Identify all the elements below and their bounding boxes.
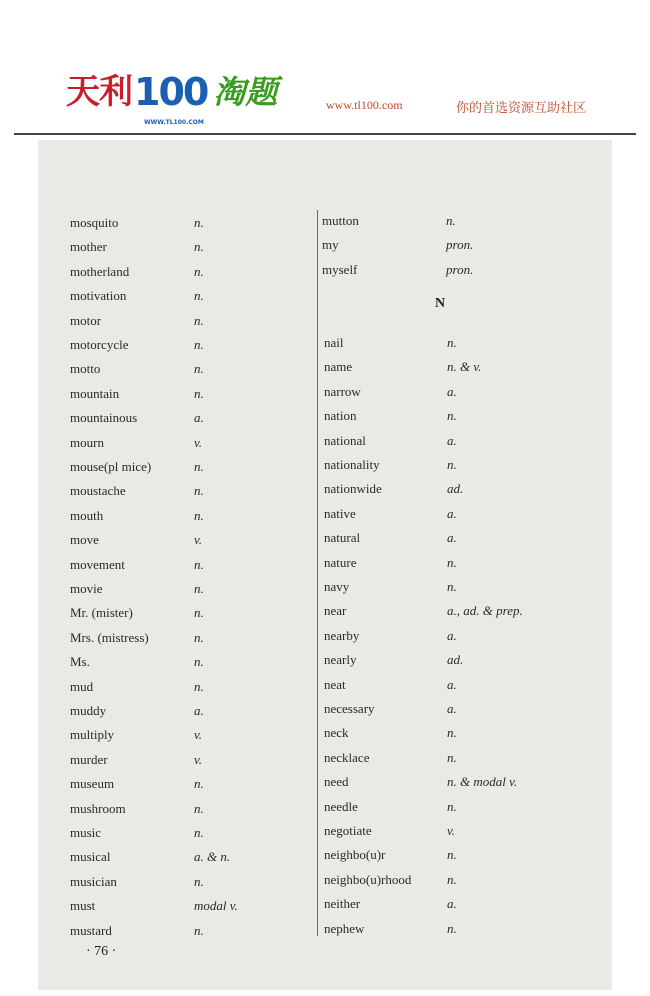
entry-part-of-speech: a.	[447, 383, 457, 399]
word-entry	[324, 844, 604, 866]
entry-word: mutton	[322, 213, 359, 228]
entry-word: Mr. (mister)	[70, 605, 133, 621]
entry-part-of-speech: n. & v.	[447, 359, 482, 375]
word-entry	[70, 358, 353, 380]
entry-word: musical	[70, 849, 111, 865]
entry-part-of-speech: n.	[447, 871, 457, 887]
entry-part-of-speech: n.	[194, 507, 204, 523]
entry-part-of-speech: n.	[447, 920, 457, 936]
entry-word: neighbo(u)rhood	[324, 871, 412, 887]
word-entry	[70, 627, 350, 649]
word-entry	[324, 600, 604, 622]
page-number: · 76 ·	[86, 944, 117, 959]
entry-word: needle	[324, 798, 358, 814]
word-entry	[70, 334, 350, 356]
entry-part-of-speech: n.	[447, 725, 457, 741]
word-entry	[324, 893, 604, 915]
word-entry	[70, 383, 350, 405]
entry-part-of-speech: v.	[194, 532, 203, 548]
word-entry	[324, 552, 604, 574]
entry-word: necklace	[324, 749, 370, 765]
entry-part-of-speech: ad.	[447, 481, 464, 497]
entry-part-of-speech: n.	[447, 457, 457, 472]
entry-part-of-speech: v.	[194, 434, 203, 450]
word-entry	[324, 747, 604, 769]
entry-part-of-speech: n.	[446, 213, 456, 228]
logo-number-text: 100	[134, 70, 208, 114]
entry-part-of-speech: a. & n.	[194, 849, 231, 865]
word-entry	[324, 454, 604, 476]
entry-word: museum	[70, 776, 115, 792]
word-entry	[70, 261, 350, 283]
entry-word: neighbo(u)r	[324, 847, 386, 863]
entry-word: musician	[70, 873, 117, 889]
entry-word: nail	[324, 335, 344, 350]
entry-part-of-speech: n.	[194, 361, 204, 377]
entry-word: mushroom	[70, 800, 126, 816]
entry-word: mosquito	[70, 215, 119, 230]
entry-part-of-speech: n.	[447, 408, 457, 424]
entry-part-of-speech: pron.	[446, 237, 474, 253]
site-url-link[interactable]: www.tl100.com	[326, 98, 403, 112]
entry-word: motto	[70, 361, 101, 377]
entry-part-of-speech: pron.	[446, 261, 474, 277]
word-entry	[324, 503, 604, 525]
word-entry	[70, 773, 350, 795]
entry-word: nation	[324, 408, 357, 424]
entry-part-of-speech: n.	[194, 215, 204, 230]
word-entry	[70, 895, 350, 917]
entry-word: mustard	[70, 922, 112, 938]
entry-word: mother	[70, 239, 107, 255]
word-entry	[324, 698, 604, 720]
entry-part-of-speech: n.	[447, 579, 457, 594]
entry-word: motherland	[70, 263, 130, 279]
entry-part-of-speech: n.	[194, 288, 204, 304]
word-entry	[70, 846, 350, 868]
entry-part-of-speech: n.	[194, 800, 204, 816]
site-slogan: 你的首选资源互助社区	[456, 101, 587, 116]
entry-part-of-speech: a.	[447, 432, 457, 448]
entry-part-of-speech: v.	[447, 823, 456, 838]
entry-part-of-speech: a., ad. & prep.	[447, 603, 523, 619]
word-entry	[70, 651, 350, 673]
entry-part-of-speech: a.	[447, 701, 457, 716]
entry-word: murder	[70, 751, 108, 767]
entry-part-of-speech: n.	[194, 629, 204, 645]
entry-part-of-speech: n.	[194, 459, 204, 474]
word-entry	[324, 771, 604, 793]
site-logo[interactable]	[66, 66, 278, 126]
word-entry	[324, 869, 604, 891]
entry-word: narrow	[324, 383, 361, 399]
entry-part-of-speech: n.	[194, 312, 204, 328]
word-entry	[70, 602, 350, 624]
entry-word: nearby	[324, 627, 360, 643]
entry-word: mouse(pl mice)	[70, 459, 152, 474]
entry-part-of-speech: n.	[194, 605, 204, 621]
entry-word: motor	[70, 312, 102, 328]
entry-part-of-speech: n.	[194, 263, 204, 279]
entry-part-of-speech: n.	[447, 798, 457, 814]
entry-part-of-speech: n.	[194, 556, 204, 572]
entry-part-of-speech: n.	[194, 825, 204, 840]
word-entry	[324, 796, 604, 818]
entry-word: mountain	[70, 385, 120, 401]
entry-part-of-speech: a.	[447, 896, 457, 912]
entry-word: myself	[322, 261, 358, 277]
header-divider	[14, 133, 636, 135]
entry-word: movie	[70, 581, 103, 596]
entry-part-of-speech: modal v.	[194, 898, 238, 914]
logo-tao-text: 淘题	[213, 73, 278, 111]
entry-part-of-speech: v.	[194, 751, 203, 767]
entry-word: muddy	[70, 703, 107, 718]
logo-number	[134, 70, 208, 126]
entry-word: nationality	[324, 457, 380, 472]
entry-word: neck	[324, 725, 349, 741]
word-entry	[324, 356, 604, 378]
word-entry	[70, 529, 350, 551]
entry-word: move	[70, 532, 99, 548]
word-entry	[70, 920, 350, 942]
entry-word: nearly	[324, 652, 357, 668]
word-entry	[70, 285, 350, 307]
entry-part-of-speech: a.	[194, 410, 204, 426]
word-entry	[324, 381, 604, 403]
entry-part-of-speech: n.	[447, 335, 457, 350]
word-entry	[70, 505, 350, 527]
entry-part-of-speech: n.	[194, 678, 204, 694]
entry-part-of-speech: n.	[194, 873, 204, 889]
word-entry	[324, 430, 604, 452]
word-entry	[70, 456, 350, 478]
entry-word: mud	[70, 678, 94, 694]
entry-word: must	[70, 898, 96, 914]
entry-word: movement	[70, 556, 125, 572]
word-entry	[324, 674, 604, 696]
entry-part-of-speech: n.	[447, 554, 457, 570]
entry-part-of-speech: n.	[447, 847, 457, 863]
entry-word: navy	[324, 579, 350, 594]
word-entry	[70, 554, 350, 576]
entry-word: motorcycle	[70, 337, 129, 352]
word-entry	[324, 405, 604, 427]
entry-word: neat	[324, 676, 346, 692]
word-entry	[324, 576, 604, 598]
word-entry	[70, 578, 350, 600]
site-header	[0, 0, 650, 136]
entry-part-of-speech: a.	[194, 703, 204, 718]
entry-word: my	[322, 237, 339, 253]
word-entry	[324, 332, 604, 354]
entry-part-of-speech: v.	[194, 727, 203, 743]
entry-word: mouth	[70, 507, 104, 523]
entry-word: native	[324, 505, 356, 521]
word-entry	[70, 724, 350, 746]
entry-word: natural	[324, 530, 361, 546]
entry-part-of-speech: n.	[194, 654, 204, 670]
entry-word: nephew	[324, 920, 365, 936]
word-entry	[324, 722, 604, 744]
entry-word: mourn	[70, 434, 104, 450]
entry-part-of-speech: n.	[194, 776, 204, 792]
entry-part-of-speech: n.	[194, 385, 204, 401]
word-entry	[70, 212, 350, 234]
entry-part-of-speech: a.	[447, 530, 457, 546]
word-entry	[324, 649, 604, 671]
entry-word: name	[324, 359, 353, 375]
entry-part-of-speech: ad.	[447, 652, 464, 668]
word-entry	[322, 210, 602, 232]
entry-word: Ms.	[70, 654, 90, 670]
column-divider	[317, 210, 318, 936]
entry-word: need	[324, 774, 349, 790]
word-entry	[70, 676, 350, 698]
word-entry	[70, 480, 350, 502]
entry-part-of-speech: n.	[194, 581, 204, 596]
entry-word: neither	[324, 896, 361, 912]
entry-part-of-speech: n. & modal v.	[447, 774, 518, 790]
section-letter-heading: N	[435, 296, 446, 311]
logo-chinese-text: 天利	[66, 72, 132, 112]
word-entry	[70, 432, 350, 454]
entry-word: Mrs. (mistress)	[70, 629, 149, 645]
entry-word: motivation	[70, 288, 127, 304]
entry-word: necessary	[324, 701, 375, 716]
entry-word: mountainous	[70, 410, 138, 426]
word-entry	[70, 749, 350, 771]
word-entry	[324, 527, 604, 549]
entry-word: multiply	[70, 727, 115, 743]
entry-part-of-speech: a.	[447, 505, 457, 521]
entry-word: moustache	[70, 483, 126, 499]
entry-part-of-speech: n.	[194, 239, 204, 255]
entry-word: near	[324, 603, 347, 619]
entry-part-of-speech: n.	[194, 337, 204, 352]
entry-word: nationwide	[324, 481, 382, 497]
entry-part-of-speech: n.	[447, 749, 457, 765]
entry-part-of-speech: n.	[194, 922, 204, 938]
word-entry	[70, 822, 350, 844]
entry-part-of-speech: n.	[194, 483, 204, 499]
entry-word: nature	[324, 554, 357, 570]
word-entry	[70, 236, 350, 258]
word-entry	[324, 820, 604, 842]
word-entry	[322, 234, 602, 256]
word-entry	[324, 625, 604, 647]
word-entry	[70, 407, 350, 429]
word-entry	[70, 798, 350, 820]
entry-word: negotiate	[324, 823, 372, 838]
entry-word: national	[324, 432, 366, 448]
word-entry	[70, 310, 350, 332]
entry-word: music	[70, 825, 102, 840]
word-entry	[324, 478, 604, 500]
entry-part-of-speech: a.	[447, 676, 457, 692]
word-entry	[324, 918, 604, 940]
logo-small-url: WWW.TL100.COM	[144, 119, 204, 126]
word-entry	[70, 871, 350, 893]
word-entry	[322, 259, 602, 281]
entry-part-of-speech: a.	[447, 627, 457, 643]
word-entry	[70, 700, 350, 722]
